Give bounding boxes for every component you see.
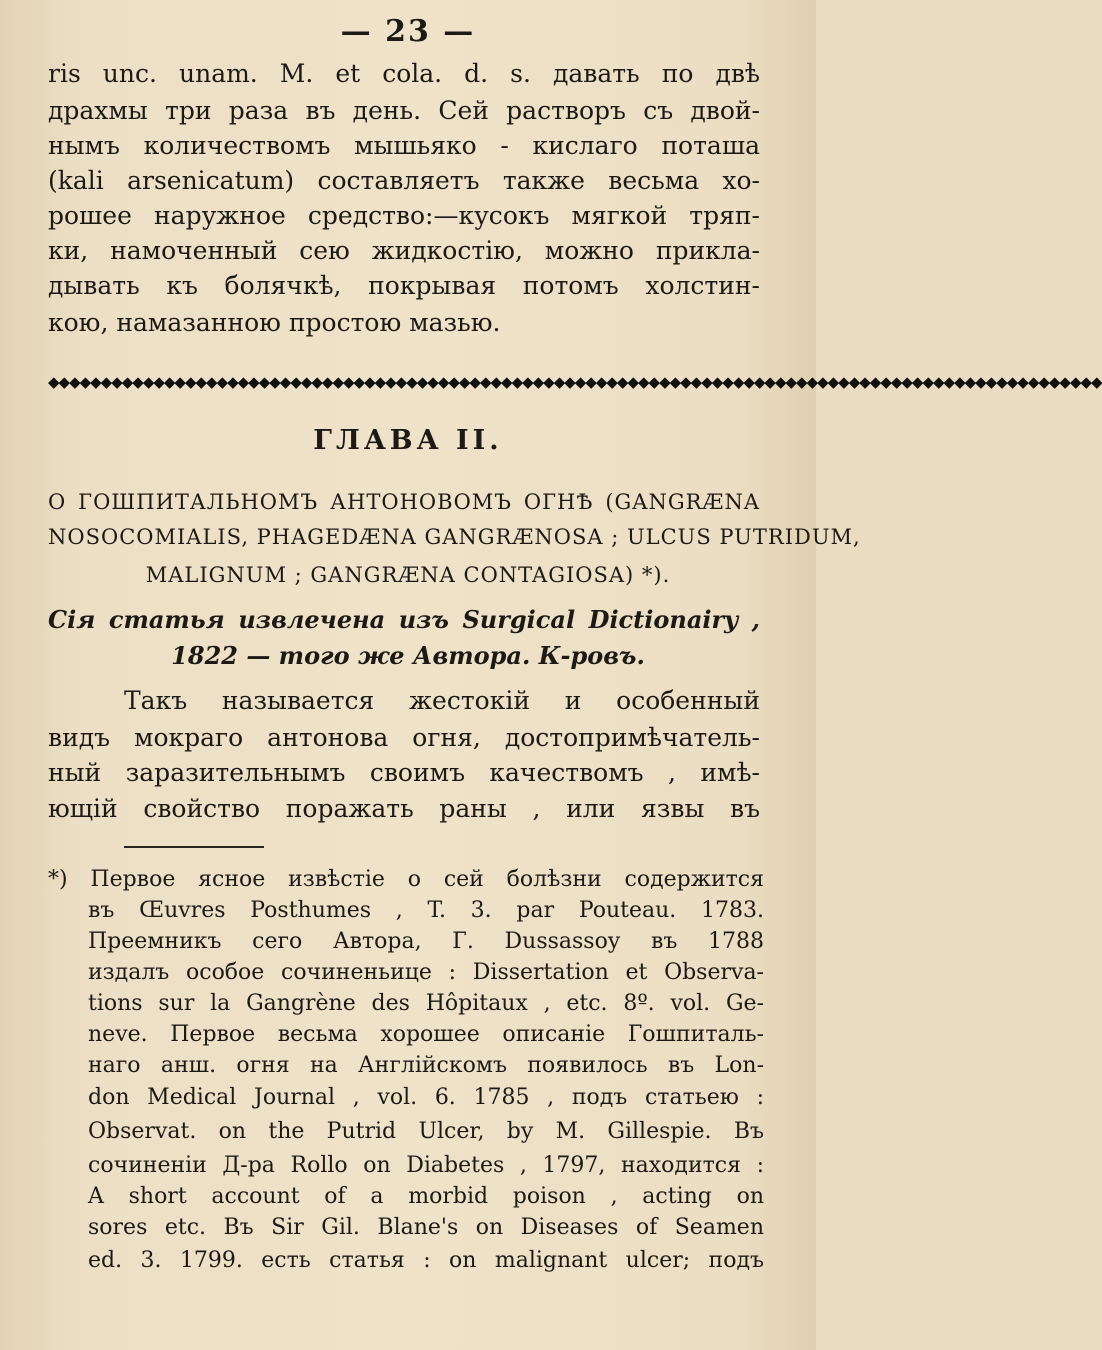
- paragraph-line: драхмы три раза въ день. Сей растворъ съ двой-: [48, 96, 760, 125]
- source-note-line: Сія статья извлечена изъ Surgical Dictionairy ,: [48, 605, 760, 634]
- footnote-line: tions sur la Gangrène des Hôpitaux , etc. 8º. vol. Ge-: [88, 991, 764, 1016]
- paragraph-line: ный заразительнымъ своимъ качествомъ , имѣ-: [48, 758, 760, 787]
- footnote-line: A short account of a morbid poison , acting on: [88, 1184, 764, 1209]
- paragraph-line: кою, намазанною простою мазью.: [48, 308, 501, 337]
- footnote-line: sores etc. Въ Sir Gil. Blane's on Diseases of Seamen: [88, 1215, 764, 1240]
- chapter-title-line: MALIGNUM ; GANGRÆNA CONTAGIOSA) *).: [145, 563, 671, 587]
- footnote-line: don Medical Journal , vol. 6. 1785 , подъ статьею :: [88, 1085, 764, 1110]
- footnote-line: издалъ особое сочиненьице : Dissertation et Observa-: [88, 960, 764, 985]
- chapter-title-line: NOSOCOMIALIS, PHAGEDÆNA GANGRÆNOSA ; ULCUS PUTRIDUM,: [48, 525, 861, 549]
- footnote-line: Observat. on the Putrid Ulcer, by M. Gillespie. Въ: [88, 1119, 764, 1144]
- footnote-line: neve. Первое весьма хорошее описаніе Гошпиталь-: [88, 1022, 764, 1047]
- source-note-line: 1822 — того же Автора. К-ровъ.: [171, 641, 645, 670]
- paragraph-line: дывать къ болячкѣ, покрывая потомъ холстин-: [48, 271, 760, 300]
- footnote-rule: [124, 846, 264, 848]
- paragraph-line: нымъ количествомъ мышьяко - кислаго поташа: [48, 131, 760, 160]
- paragraph-line: ки, намоченный сею жидкостію, можно прикла-: [48, 236, 760, 265]
- paragraph-line: ris unc. unam. M. et cola. d. s. давать по двѣ: [48, 59, 760, 88]
- chapter-title-line: О ГОШПИТАЛЬНОМЪ АНТОНОВОМЪ ОГНѢ (GANGRÆNA: [48, 490, 760, 514]
- footnote-line: наго анш. огня на Англійскомъ появилось въ Lon-: [88, 1053, 764, 1078]
- footnote-line: Преемникъ сего Автора, Г. Dussassoy въ 1788: [88, 929, 764, 954]
- footnote-line: въ Œuvres Posthumes , T. 3. par Pouteau. 1783.: [88, 898, 764, 923]
- footnote-line: сочиненіи Д-ра Rollo on Diabetes , 1797, находится :: [88, 1153, 764, 1178]
- paragraph-line: Такъ называется жестокій и особенный: [124, 686, 760, 715]
- paragraph-line: ющій свойство поражать раны , или язвы въ: [48, 794, 760, 823]
- chapter-heading: ГЛАВА II.: [313, 425, 503, 456]
- footnote-line: *) Первое ясное извѣстіе о сей болѣзни содержится: [48, 867, 764, 892]
- paragraph-line: (kali arsenicatum) составляетъ также весьма хо-: [48, 166, 760, 195]
- paragraph-line: видъ мокраго антонова огня, достопримѣчатель-: [48, 723, 760, 752]
- footnote-line: ed. 3. 1799. есть статья : on malignant ulcer; подъ: [88, 1248, 764, 1273]
- paragraph-line: рошее наружное средство:—кусокъ мягкой тряп-: [48, 201, 760, 230]
- page-number: — 23 —: [340, 14, 476, 49]
- ornamental-divider: ◆◆◆◆◆◆◆◆◆◆◆◆◆◆◆◆◆◆◆◆◆◆◆◆◆◆◆◆◆◆◆◆◆◆◆◆◆◆◆◆◆◆◆◆◆◆◆◆◆◆◆◆◆◆◆◆◆◆◆◆◆◆◆◆◆◆◆◆◆◆◆◆◆◆◆◆◆◆◆◆◆◆◆◆◆◆◆◆◆◆◆◆◆◆◆◆◆◆◆◆: [48, 373, 1102, 391]
